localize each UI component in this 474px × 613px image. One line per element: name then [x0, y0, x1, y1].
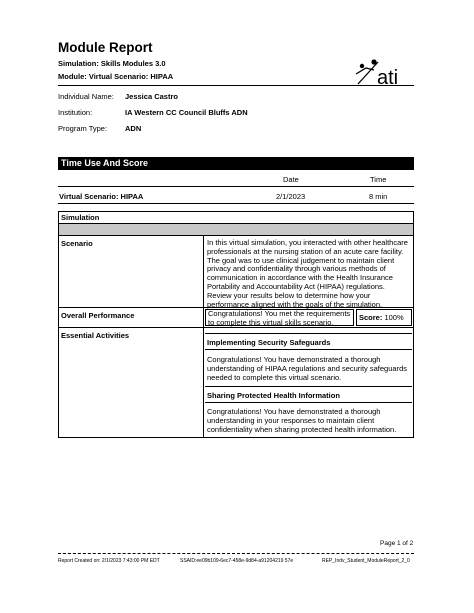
activity-top-line [205, 333, 412, 334]
program-type-value: ADN [125, 124, 142, 133]
scenario-line: In this virtual simulation, you interacted with other healthcare [207, 238, 408, 247]
column-divider [203, 236, 204, 437]
activity-title: Implementing Security Safeguards [207, 338, 331, 347]
performance-message-box [205, 309, 354, 326]
activity-line: Congratulations! You have demonstrated a thorough [207, 407, 381, 416]
scenario-label: Scenario [61, 239, 93, 248]
ssaid: SSAID:ee09b109-6ec7-458e-9d84-a91204219 57e [180, 558, 294, 564]
simulation-shaded-row [59, 224, 413, 236]
activity-line: understanding of HIPAA regulations and security safeguards [207, 363, 407, 373]
individual-name-label: Individual Name: [58, 92, 114, 101]
performance-line: to complete this virtual skills scenario. [208, 317, 334, 327]
activity-line: needed to complete this virtual scenario. [207, 372, 342, 382]
simulation-header: Simulation [58, 211, 414, 224]
scenario-text [207, 239, 412, 309]
time-use-divider [58, 186, 414, 187]
score-label: Score: [359, 313, 383, 322]
activity-title: Sharing Protected Health Information [207, 391, 340, 400]
institution-label: Institution: [58, 108, 93, 117]
activity-line: confidentiality when sharing protected health information. [207, 424, 397, 434]
essential-activities-label: Essential Activities [61, 331, 130, 340]
activity-title-underline [205, 349, 412, 350]
scenario-line: Review your results below to determine how your [207, 290, 371, 300]
scenario-line: The goal was to use clinical judgement to maintain client [207, 255, 395, 265]
activity-top-line [205, 386, 412, 387]
activity-text [207, 356, 412, 382]
header-divider [58, 85, 414, 86]
score-box [356, 309, 412, 326]
date-column-header: Date [283, 175, 299, 184]
simulation-subtitle: Simulation: Skills Modules 3.0 [58, 59, 166, 68]
scenario-line: privacy and confidentiality through various methods of [207, 264, 386, 274]
scenario-line: performance aligned with the goals of the simulation. [207, 299, 383, 309]
program-type-label: Program Type: [58, 124, 108, 133]
module-subtitle: Module: Virtual Scenario: HIPAA [58, 72, 174, 81]
page-number: Page 1 of 2 [380, 540, 414, 547]
logo-text: ati [377, 67, 399, 89]
report-template: REP_Indv_Student_ModuleReport_2_0 [322, 558, 410, 564]
time-column-header: Time [370, 175, 387, 184]
page-title: Module Report [58, 40, 153, 55]
performance-line: Congratulations! You met the requirements [208, 309, 351, 318]
time-use-header: Time Use And Score [58, 157, 414, 170]
time-use-row-name: Virtual Scenario: HIPAA [59, 192, 144, 201]
individual-name-value: Jessica Castro [125, 92, 178, 101]
scenario-line: professionals at the nursing station of an acute care facility. [207, 246, 404, 256]
time-use-row-date: 2/1/2023 [276, 192, 306, 201]
scenario-line: communication in accordance with the Health Insurance [207, 273, 393, 283]
footer-divider [58, 553, 414, 554]
overall-performance-label: Overall Performance [61, 311, 135, 320]
activity-title-underline [205, 402, 412, 403]
activity-line: Congratulations! You have demonstrated a thorough [207, 355, 381, 364]
activity-line: understanding in your responses to maintain client [207, 415, 375, 425]
activity-text [207, 408, 412, 434]
time-use-bottom-line [58, 203, 414, 204]
institution-value: IA Western CC Council Bluffs ADN [125, 108, 248, 117]
time-use-row-time: 8 min [369, 192, 388, 201]
report-created: Report Created on: 2/1/2023 7:43:00 PM EDT [58, 558, 160, 564]
score-value: 100% [384, 313, 404, 322]
scenario-line: Portability and Accountability Act (HIPAA) regulations. [207, 281, 385, 291]
